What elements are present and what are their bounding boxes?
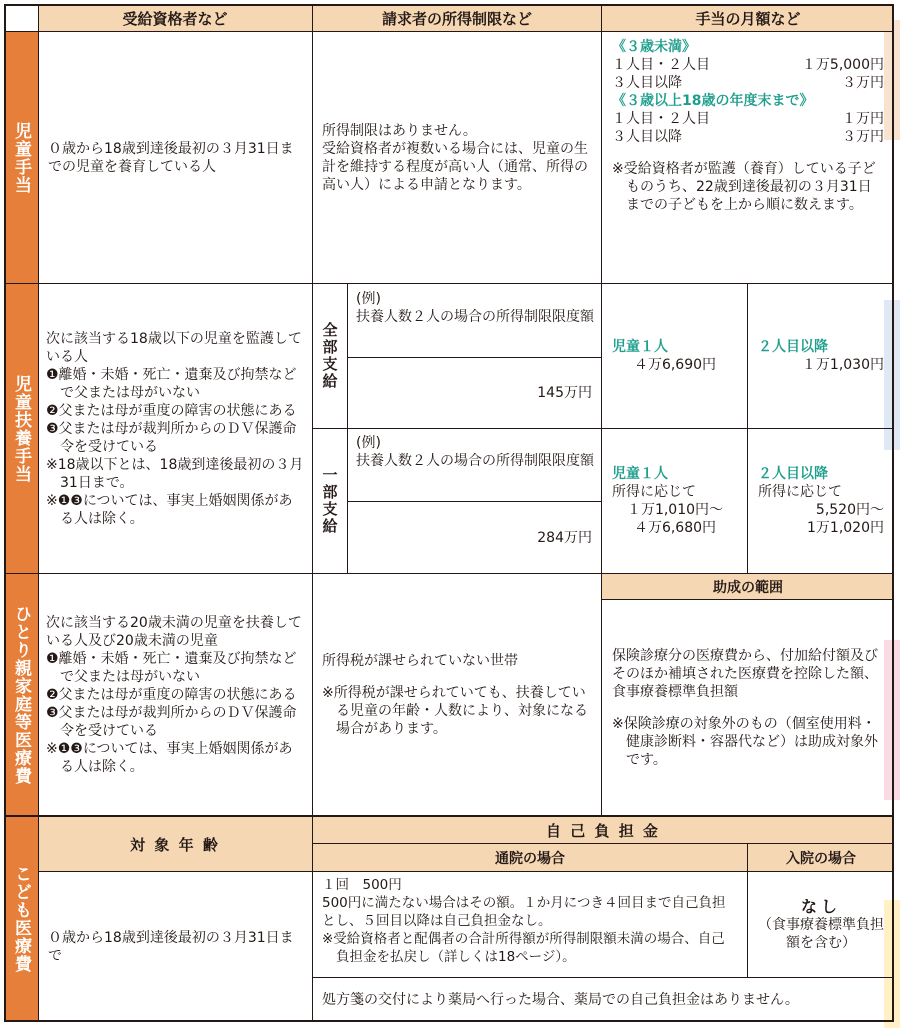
in-line1: なし [800, 897, 841, 916]
full-child2-value: １万1,030円 [801, 357, 884, 373]
full-payment-label: 全部支給 [320, 322, 339, 390]
in-line2: （食事療養標準負担額を含む） [758, 917, 884, 951]
fuyou-intro: 次に該当する18歳以下の児童を監護している人 [46, 331, 302, 365]
partial-payment-label: 一部支給 [320, 467, 339, 535]
partial-limit [348, 502, 602, 574]
under3-heading: 《３歳未満》 [612, 39, 696, 55]
fuyou-eligibility [38, 284, 312, 574]
outpatient-header: 通院の場合 [312, 844, 748, 872]
full-child1 [602, 284, 748, 428]
kodomo-age-text: ０歳から18歳到達後最初の３月31日まで [48, 930, 294, 964]
out-line2: 500円に満たない場合はその額。１か月につき４回目まで自己負担とし、５回目以降は自己負担金なし。 [322, 895, 726, 929]
under3-row1-value: １万5,000円 [801, 57, 884, 73]
over3-row1-label: １人目・２人目 [612, 111, 710, 127]
hitorioya-item3: ❸父または母が裁判所からのＤＶ保護命令を受けている [46, 705, 297, 739]
jidou-eligibility-text: ０歳から18歳到達後最初の３月31日までの児童を養育している人 [48, 141, 294, 175]
kodomo-age [38, 872, 312, 1022]
over3-row1 [612, 110, 884, 128]
full-limit [348, 358, 602, 428]
partial-child2-v2: 1万1,020円 [807, 520, 884, 536]
partial-child1-v2: ４万6,680円 [633, 520, 717, 536]
header-monthly-amount: 手当の月額など [602, 4, 894, 32]
over3-row1-value: １万円 [842, 111, 884, 127]
out-line1: １回 500円 [322, 877, 402, 893]
full-example [348, 288, 602, 358]
partial-child1-sub: 所得に応じて [612, 484, 696, 500]
kodomo-inpatient [748, 872, 894, 978]
partial-child2-v1: 5,520円〜 [815, 502, 884, 518]
copay-header: 自 己 負 担 金 [312, 816, 894, 844]
hitorioya-item2: ❷父または母が重度の障害の状態にある [46, 687, 297, 703]
fuyou-note2: ※❶❸については、事実上婚姻関係がある人は除く。 [46, 493, 293, 527]
full-child1-label: 児童１人 [612, 339, 668, 355]
over3-row2 [612, 128, 884, 146]
hitorioya-intro: 次に該当する20歳未満の児童を扶養している人及び20歳未満の児童 [46, 615, 302, 649]
partial-example-text: 扶養人数２人の場合の所得制限限度額 [356, 453, 594, 469]
fuyou-note1: ※18歳以下とは、18歳到達後最初の３月31日まで。 [46, 457, 304, 491]
scope-line2: ※保険診療の対象外のもの（個室使用料・健康診断料・容器代など）は助成対象外です。 [612, 716, 878, 768]
jidou-note: ※受給資格者が監護（養育）している子どものうち、22歳到達後最初の３月31日までの子どもを上から順に数えます。 [612, 161, 876, 213]
inpatient-header: 入院の場合 [748, 844, 894, 872]
header-corner [4, 4, 38, 32]
header-eligibility: 受給資格者など [38, 4, 312, 32]
jidou-eligibility [38, 32, 312, 284]
hitorioya-income-line1: 所得税が課せられていない世帯 [322, 653, 518, 669]
side-label-hitorioya: ひとり親家庭等医療費 [4, 574, 38, 816]
hitorioya-income [312, 574, 602, 816]
fuyou-item1: ❶離婚・未婚・死亡・遺棄及び拘禁などで父または母がいない [46, 367, 297, 401]
age-header: 対 象 年 齢 [38, 816, 312, 872]
hitorioya-eligibility [38, 574, 312, 816]
side-label-fuyou-teate: 児童扶養手当 [4, 284, 38, 574]
over3-heading: 《３歳以上18歳の年度末まで》 [612, 93, 814, 109]
over3-row2-value: ３万円 [842, 129, 884, 145]
under3-row1-label: １人目・２人目 [612, 57, 710, 73]
partial-limit-value: 284万円 [537, 530, 592, 546]
fuyou-item3: ❸父または母が裁判所からのＤＶ保護命令を受けている [46, 421, 297, 455]
fuyou-item2: ❷父または母が重度の障害の状態にある [46, 403, 297, 419]
under3-row2 [612, 74, 884, 92]
jidou-income [312, 32, 602, 284]
over3-row2-label: ３人目以降 [612, 129, 682, 145]
partial-child1-v1: １万1,010円〜 [626, 502, 724, 518]
partial-example [348, 432, 602, 502]
header-income-limit: 請求者の所得制限など [312, 4, 602, 32]
under3-row2-value: ３万円 [842, 75, 884, 91]
kodomo-pharmacy [312, 978, 894, 1022]
partial-example-mark: (例) [356, 435, 381, 451]
scope-line1: 保険診療分の医療費から、付加給付額及びそのほか補填された医療費を控除した額、食事療養標準負担額 [612, 648, 878, 700]
partial-child2-sub: 所得に応じて [758, 484, 842, 500]
jidou-amounts [602, 36, 894, 284]
full-child2 [748, 284, 894, 428]
partial-child2 [748, 428, 894, 574]
full-child1-value: ４万6,690円 [633, 357, 717, 373]
pharmacy-text: 処方箋の交付により薬局へ行った場合、薬局での自己負担金はありません。 [322, 992, 799, 1008]
partial-child1-label: 児童１人 [612, 466, 668, 482]
out-line3: ※受給資格者と配偶者の合計所得額が所得制限額未満の場合、自己負担金を払戻し（詳しくは18ページ）。 [322, 931, 725, 965]
jidou-income-line2: 受給資格者が複数いる場合には、児童の生計を維持する程度が高い人（通常、所得の高い人）による申請となります。 [322, 141, 588, 193]
under3-row1 [612, 56, 884, 74]
scope-header: 助成の範囲 [602, 574, 894, 600]
full-example-text: 扶養人数２人の場合の所得制限限度額 [356, 309, 594, 325]
partial-child1 [602, 428, 748, 574]
scope-body [602, 600, 894, 816]
side-label-jidou-teate: 児童手当 [4, 32, 38, 284]
hitorioya-item1: ❶離婚・未婚・死亡・遺棄及び拘禁などで父または母がいない [46, 651, 297, 685]
full-limit-value: 145万円 [537, 385, 592, 401]
hitorioya-income-line2: ※所得税が課せられていても、扶養している児童の年齢・人数により、対象になる場合があります。 [322, 685, 588, 737]
side-label-kodomo: こども医療費 [4, 816, 38, 1022]
full-example-mark: (例) [356, 291, 381, 307]
hitorioya-note: ※❶❸については、事実上婚姻関係がある人は除く。 [46, 741, 293, 775]
partial-child2-label: ２人目以降 [758, 466, 828, 482]
under3-row2-label: ３人目以降 [612, 75, 682, 91]
full-child2-label: ２人目以降 [758, 339, 828, 355]
jidou-income-line1: 所得制限はありません。 [322, 123, 477, 139]
kodomo-outpatient [312, 874, 748, 978]
